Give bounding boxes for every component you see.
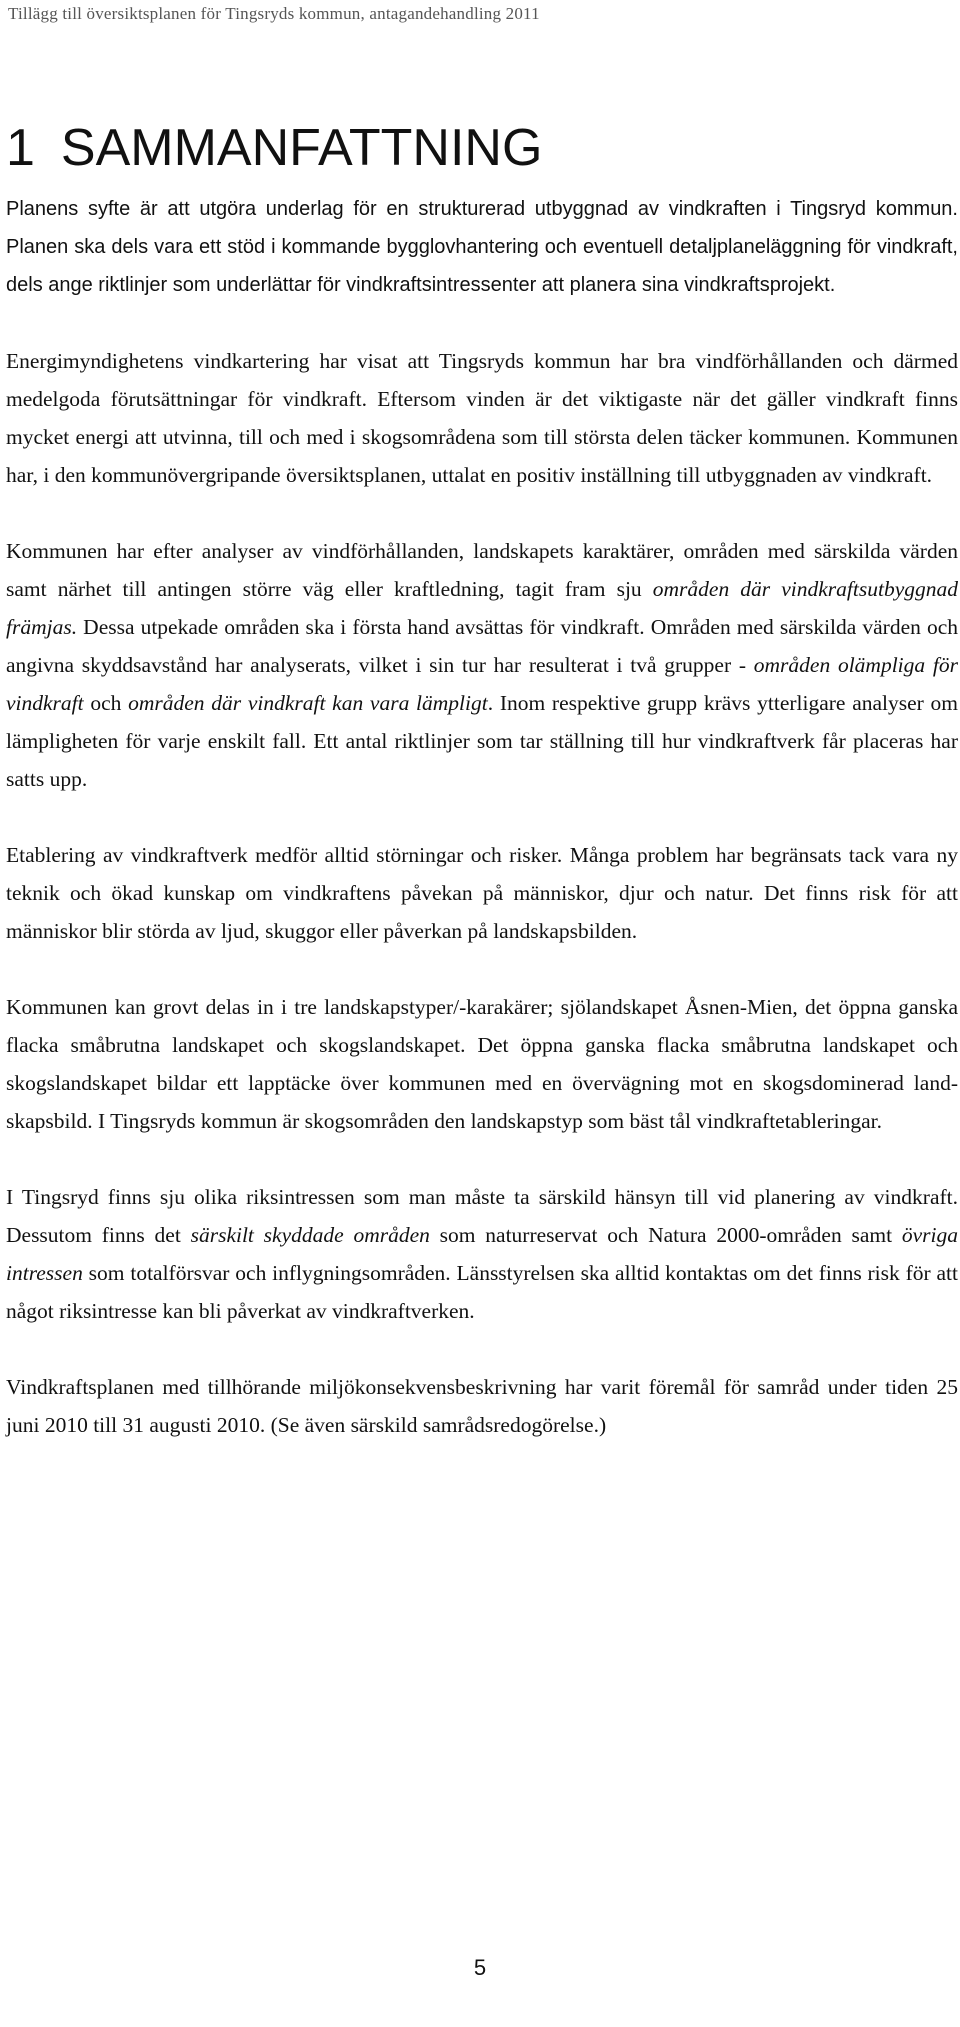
paragraph-analysis (6, 532, 958, 798)
section-title: SAMMANFATTNING (60, 119, 543, 177)
paragraph-wind-conditions: Energimyndighetens vindkartering har visat att Tingsryds kommun har bra vindförhållanden och därmed medelgoda förutsättningar för vindkraft. Eftersom vinden är det viktigaste när det gäller vindkraft finns mycket energi att utvinna, till och med i skogsområdena som till största delen täcker kommunen. Kommunen har, i den kommunövergripande översiktsplanen, uttalat en positiv inställning till utbyggnaden av vindkraft. (6, 349, 958, 487)
paragraph-consultation: Vindkraftsplanen med tillhörande miljökonsekvensbeskrivning har varit föremål för samråd under tiden 25 juni 2010 till 31 augusti 2010. (Se även särskild samrådsredogörelse.) (6, 1375, 958, 1437)
paragraph-text: som totalförsvar och inflygningsområden. Länsstyrelsen ska alltid kontaktas om det finns risk för att något riksintresse kan bli påverkat av vindkraftverken. (6, 1261, 958, 1323)
section-heading (6, 118, 542, 178)
body-text (6, 190, 958, 1482)
emphasis-text: övriga intressen (6, 1223, 959, 1285)
paragraph-text: som naturreservat och Natura 2000-områden samt (429, 1223, 902, 1247)
section-number: 1 (6, 119, 35, 177)
paragraph-disturbances: Etablering av vindkraftverk medför alltid störningar och risker. Många problem har begränsats tack vara ny teknik och ökad kunskap om vindkraftens påvekan på människor, djur och natur. Det finns risk för att människor blir störda av ljud, skuggor eller påverkan på landskapsbilden. (6, 843, 958, 943)
paragraph-text: Dessa utpekade områden ska i första hand avsättas för vindkraft. Områden med särskilda värden och angivna skyddsavstånd har analyserats, vilket i sin tur har resulterat i två grupper - (6, 615, 958, 677)
paragraph-text: I Tingsryd finns sju olika riksintressen som man måste ta särskild hänsyn till vid planering av vindkraft. Dessutom finns det (6, 1185, 958, 1247)
paragraph-text: . Inom respektive grupp krävs ytterligare analyser om lämpligheten för varje enskilt fall. Ett antal riktlinjer som tar ställning till hur vindkraftverk får placeras har satts upp. (6, 691, 959, 791)
emphasis-text: områden olämpliga för vindkraft (6, 653, 958, 715)
paragraph-text: och (83, 691, 129, 715)
paragraph-purpose: Planens syfte är att utgöra underlag för en strukturerad utbyggnad av vindkraften i Tingsryd kommun. Planen ska dels vara ett stöd i kommande bygglovhantering och eventuell detaljplaneläggning för vindkraft, dels ange riktlinjer som underlättar för vindkraftsintressenter att planera sina vindkraftsprojekt. (6, 198, 958, 296)
paragraph-text: Kommunen har efter analyser av vindförhållanden, landskapets karaktärer, områden med särskilda värden samt närhet till antingen större väg eller kraftledning, tagit fram sju (6, 539, 958, 601)
emphasis-text: särskilt skyddade områden (190, 1223, 430, 1247)
emphasis-text: områden där vindkraftsutbyggnad främjas. (6, 577, 959, 639)
emphasis-text: områden där vindkraft kan vara lämpligt (128, 691, 488, 715)
page-number: 5 (473, 1955, 487, 1980)
paragraph-national-interests (6, 1178, 958, 1330)
paragraph-landscape: Kommunen kan grovt delas in i tre landskapstyper/-karakärer; sjölandskapet Åsnen-Mien, det öppna ganska flacka småbrutna landskapet och skogslandskapet. Det öppna ganska flacka småbrutna landskapet och skogslandskapet bildar ett lapptäcke över kommunen med en övervägning mot en skogsdominerad landskapsbild. I Tingsryds kommun är skogsområden den landskapstyp som bäst tål vindkraftetableringar. (6, 995, 958, 1133)
running-header: Tillägg till översiktsplanen för Tingsryds kommun, antagandehandling 2011 (8, 4, 540, 23)
